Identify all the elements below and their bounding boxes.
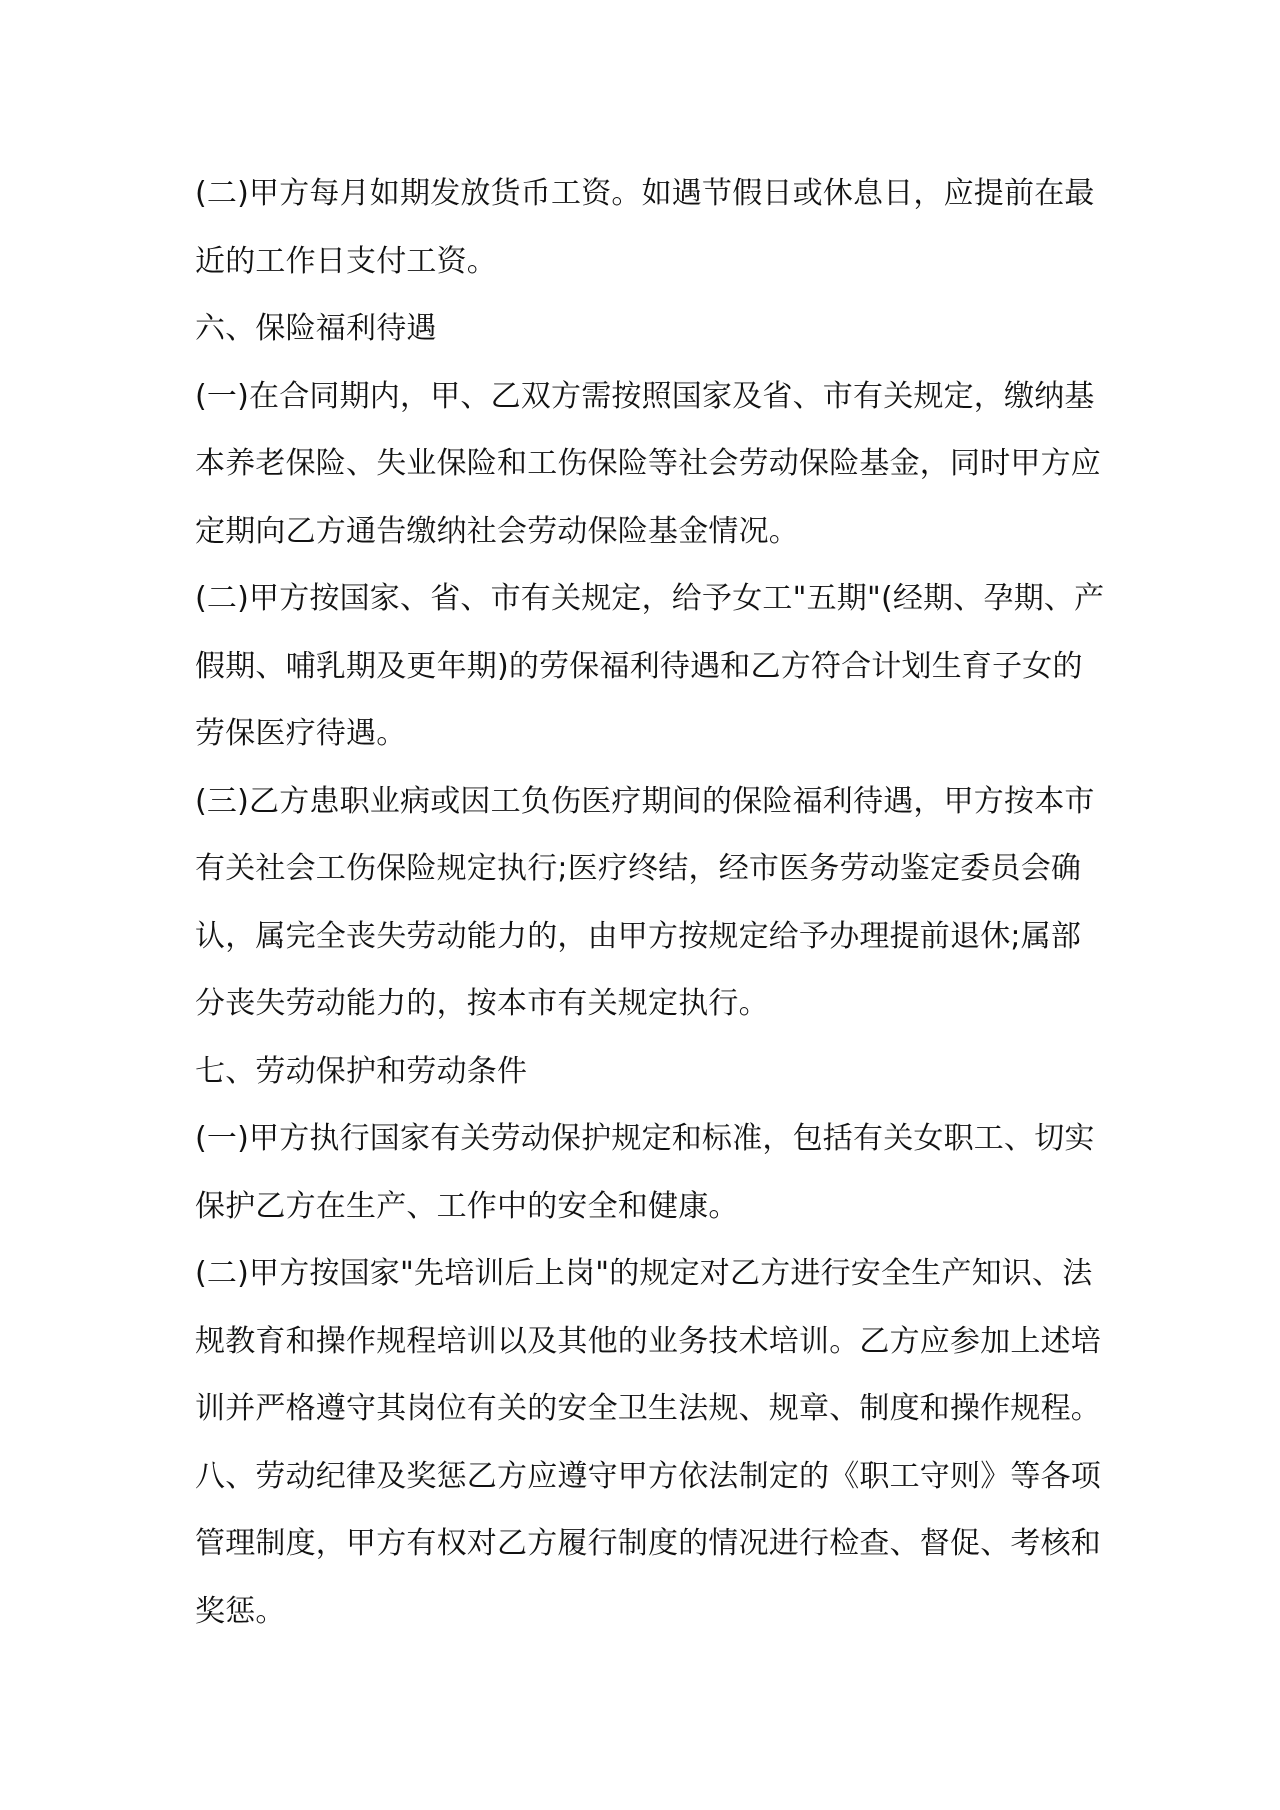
text-line: 近的工作日支付工资。 (195, 243, 497, 279)
text-line: 分丧失劳动能力的，按本市有关规定执行。 (195, 986, 769, 1021)
text-line: 有关社会工伤保险规定执行;医疗终结，经市医务劳动鉴定委员会确 (195, 851, 1082, 886)
section-heading: 六、保险福利待遇 (195, 311, 437, 346)
section-heading: 八、劳动纪律及奖惩乙方应遵守甲方依法制定的《职工守则》等各项 (195, 1458, 1101, 1494)
section-heading: 七、劳动保护和劳动条件 (195, 1053, 528, 1089)
document-body (195, 160, 1105, 1645)
text-line: 定期向乙方通告缴纳社会劳动保险基金情况。 (195, 513, 799, 549)
text-line: (二)甲方按国家"先培训后上岗"的规定对乙方进行安全生产知识、法 (195, 1256, 1093, 1291)
text-line: (三)乙方患职业病或因工负伤医疗期间的保险福利待遇，甲方按本市 (195, 783, 1095, 819)
text-line: 规教育和操作规程培训以及其他的业务技术培训。乙方应参加上述培 (195, 1323, 1101, 1359)
text-line: 假期、哺乳期及更年期)的劳保福利待遇和乙方符合计划生育子女的 (195, 648, 1083, 684)
text-line: (二)甲方按国家、省、市有关规定，给予女工"五期"(经期、孕期、产 (195, 581, 1105, 616)
text-line: 本养老保险、失业保险和工伤保险等社会劳动保险基金，同时甲方应 (195, 446, 1101, 481)
text-line: (一)甲方执行国家有关劳动保护规定和标准，包括有关女职工、切实 (195, 1121, 1095, 1156)
text-line: 保护乙方在生产、工作中的安全和健康。 (195, 1188, 739, 1224)
text-line: 认，属完全丧失劳动能力的，由甲方按规定给予办理提前退休;属部 (195, 918, 1082, 954)
text-line: 奖惩。 (195, 1593, 286, 1629)
text-line: 管理制度，甲方有权对乙方履行制度的情况进行检查、督促、考核和 (195, 1526, 1101, 1561)
text-line: 劳保医疗待遇。 (195, 716, 407, 751)
text-line: (二)甲方每月如期发放货币工资。如遇节假日或休息日，应提前在最 (195, 176, 1095, 211)
text-line: 训并严格遵守其岗位有关的安全卫生法规、规章、制度和操作规程。 (195, 1391, 1101, 1426)
text-line: (一)在合同期内，甲、乙双方需按照国家及省、市有关规定，缴纳基 (195, 378, 1095, 414)
